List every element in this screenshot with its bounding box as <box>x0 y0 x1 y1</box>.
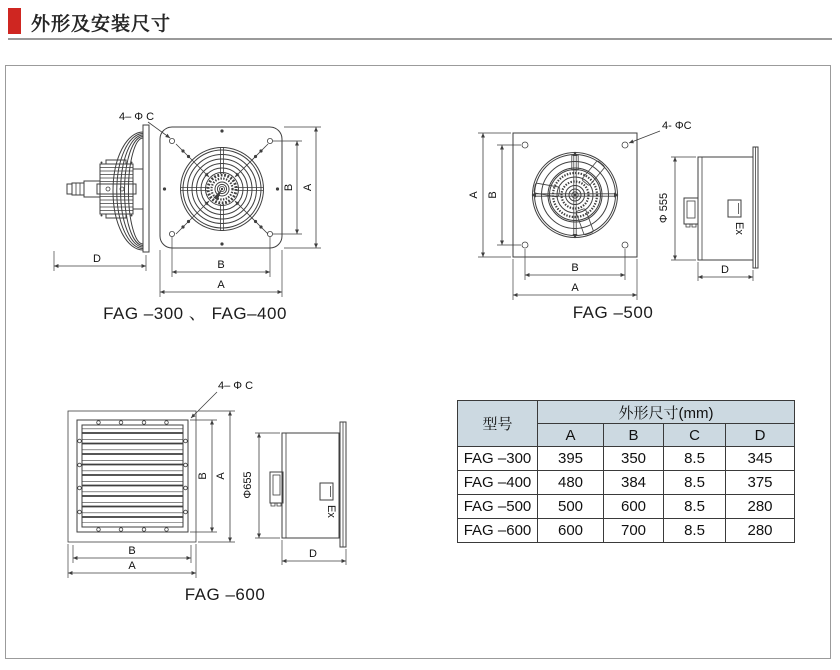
cell-c: 8.5 <box>664 447 726 471</box>
ex-label: Ex <box>733 222 745 235</box>
fag-300-400-dim-d <box>54 251 146 271</box>
fag-300-400-caption: FAG –300 、 FAG–400 <box>103 304 287 323</box>
page-title: 外形及安装尺寸 <box>31 14 172 35</box>
cell-b: 600 <box>604 495 664 519</box>
cell-c: 8.5 <box>664 519 726 543</box>
table-header-model: 型号 <box>458 401 538 447</box>
dim-label-b: B <box>283 183 295 192</box>
diameter-label: Φ 555 <box>658 192 670 224</box>
fag-600-hole-callout <box>191 380 253 418</box>
hole-label: 4– Φ C <box>218 380 254 392</box>
dim-label-a: A <box>571 282 579 294</box>
cell-model: FAG –400 <box>458 471 538 495</box>
dim-label-d: D <box>309 548 317 560</box>
dim-label-d: D <box>93 253 101 265</box>
dim-label-a: A <box>468 191 480 199</box>
table-row <box>458 519 795 543</box>
cell-a: 600 <box>538 519 604 543</box>
table-row <box>458 471 795 495</box>
cell-model: FAG –300 <box>458 447 538 471</box>
table-header-dims: 外形尺寸(mm) <box>538 401 795 424</box>
ex-label: Ex <box>325 505 337 518</box>
title-underline <box>8 38 832 40</box>
fag-600-dim-diameter <box>242 433 280 538</box>
fag-300-400-dim-a-bottom <box>160 250 282 297</box>
cell-a: 500 <box>538 495 604 519</box>
cell-model: FAG –600 <box>458 519 538 543</box>
dim-label-a: A <box>215 472 227 480</box>
hole-label: 4- ΦC <box>662 120 692 132</box>
fag-300-400-front-view <box>160 127 282 248</box>
fag-500-dim-b-left <box>487 145 521 245</box>
title-bullet-mark <box>8 8 21 34</box>
dimensions-table <box>457 400 795 543</box>
fag-500-dim-diameter <box>658 157 696 260</box>
cell-b: 350 <box>604 447 664 471</box>
cell-b: 700 <box>604 519 664 543</box>
fag-500-drawing <box>455 95 785 310</box>
fag-500-dim-d <box>698 262 753 281</box>
fag-500-front-view <box>513 133 637 257</box>
fag-300-400-drawing <box>40 85 335 300</box>
fag-600-side-view <box>242 422 346 565</box>
cell-model: FAG –500 <box>458 495 538 519</box>
table-row <box>458 447 795 471</box>
cell-d: 280 <box>726 495 795 519</box>
cell-d: 375 <box>726 471 795 495</box>
fag-600-drawing <box>55 375 360 590</box>
diameter-label: Φ655 <box>242 471 254 499</box>
fag-600-front-view <box>68 411 196 542</box>
cell-d: 280 <box>726 519 795 543</box>
fag-600-caption: FAG –600 <box>184 585 266 604</box>
cell-c: 8.5 <box>664 471 726 495</box>
dim-label-a: A <box>128 560 136 572</box>
cell-d: 345 <box>726 447 795 471</box>
fag-300-400-side-view <box>67 125 149 252</box>
table-subheader-c: C <box>664 424 726 447</box>
dim-label-b: B <box>128 545 136 557</box>
dim-label-b: B <box>487 191 499 199</box>
cell-b: 384 <box>604 471 664 495</box>
table-subheader-b: B <box>604 424 664 447</box>
cell-a: 395 <box>538 447 604 471</box>
dim-label-b: B <box>571 262 579 274</box>
dim-label-a: A <box>217 279 225 291</box>
fag-600-screws <box>78 421 188 532</box>
table-row <box>458 495 795 519</box>
fag-600-louvers <box>82 429 183 523</box>
table-subheader-d: D <box>726 424 795 447</box>
cell-a: 480 <box>538 471 604 495</box>
fag-600-dim-b-right <box>190 420 217 532</box>
dim-label-d: D <box>721 264 729 276</box>
fag-500-ex-mark <box>728 200 745 235</box>
dim-label-b: B <box>217 259 225 271</box>
fag-500-dim-b-bottom <box>525 249 625 280</box>
cell-c: 8.5 <box>664 495 726 519</box>
fag-600-dim-d <box>282 540 346 565</box>
dim-label-a: A <box>302 183 314 192</box>
fag-500-hole-callout <box>629 120 692 143</box>
fag-300-400-hub <box>208 175 236 203</box>
dim-label-b: B <box>197 472 209 480</box>
table-subheader-a: A <box>538 424 604 447</box>
fag-500-caption: FAG –500 <box>572 303 654 322</box>
hole-label: 4– Φ C <box>119 111 155 123</box>
fag-600-ex-mark <box>320 483 337 518</box>
fag-500-side-view <box>658 147 758 281</box>
